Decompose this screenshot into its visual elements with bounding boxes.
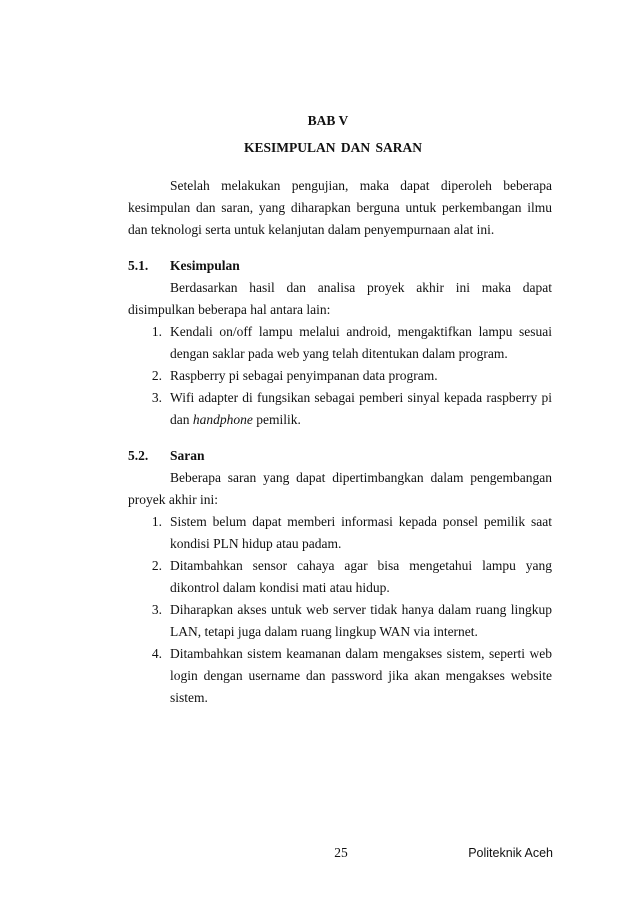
list-item-number: 2. bbox=[151, 558, 162, 573]
list-item-text: Raspberry pi sebagai penyimpanan data program. bbox=[170, 368, 438, 383]
list-item-text-after: pemilik. bbox=[252, 412, 301, 427]
list-item-text: Sistem belum dapat memberi informasi kepada ponsel pemilik saat kondisi PLN hidup atau padam. bbox=[170, 514, 552, 551]
list-item bbox=[128, 599, 552, 643]
list-item-number: 3. bbox=[151, 390, 162, 405]
list-item bbox=[128, 555, 552, 599]
list-item-number: 1. bbox=[151, 324, 162, 339]
section-number: 5.2. bbox=[128, 448, 149, 463]
list-item-text bbox=[170, 387, 552, 431]
document-body bbox=[128, 175, 552, 709]
chapter-title: KESIMPULAN DAN SARAN bbox=[243, 140, 422, 155]
list-item-text-before: Wifi adapter di fungsikan sebagai pemberi sinyal kepada raspberry pi dan bbox=[170, 390, 552, 427]
list-item-number: 4. bbox=[151, 646, 162, 661]
list-item-text: Diharapkan akses untuk web server tidak hanya dalam ruang lingkup LAN, tetapi juga dalam ruang lingkup WAN via internet. bbox=[170, 602, 552, 639]
section-kesimpulan bbox=[128, 255, 552, 431]
conclusion-list bbox=[128, 321, 552, 431]
suggestion-list bbox=[128, 511, 552, 709]
list-item bbox=[128, 511, 552, 555]
section-heading bbox=[128, 255, 552, 277]
list-item-text: Ditambahkan sistem keamanan dalam mengakses sistem, seperti web login dengan username dan password jika akan mengakses website sistem. bbox=[170, 646, 552, 705]
section-paragraph: Beberapa saran yang dapat dipertimbangkan dalam pengembangan proyek akhir ini: bbox=[128, 470, 552, 507]
list-item bbox=[128, 387, 552, 431]
section-number: 5.1. bbox=[128, 258, 149, 273]
page-number: 25 bbox=[334, 845, 348, 860]
list-item-text: Kendali on/off lampu melalui android, mengaktifkan lampu sesuai dengan saklar pada web yang telah ditentukan dalam program. bbox=[170, 324, 552, 361]
list-item bbox=[128, 365, 552, 387]
footer-institution: Politeknik Aceh bbox=[468, 846, 553, 860]
list-item-text-italic: handphone bbox=[192, 412, 253, 427]
section-title: Kesimpulan bbox=[170, 258, 240, 273]
section-saran bbox=[128, 445, 552, 709]
intro-paragraph: Setelah melakukan pengujian, maka dapat diperoleh beberapa kesimpulan dan saran, yang diharapkan berguna untuk perkembangan ilmu dan teknologi serta untuk kelanjutan dalam penyempurnaan alat ini. bbox=[128, 178, 552, 237]
section-title: Saran bbox=[170, 448, 205, 463]
list-item-number: 1. bbox=[151, 514, 162, 529]
list-item-text: Ditambahkan sensor cahaya agar bisa mengetahui lampu yang dikontrol dalam kondisi mati atau hidup. bbox=[170, 558, 552, 595]
list-item bbox=[128, 321, 552, 365]
chapter-number: BAB V bbox=[307, 113, 349, 128]
section-paragraph: Berdasarkan hasil dan analisa proyek akhir ini maka dapat disimpulkan beberapa hal antara lain: bbox=[128, 280, 552, 317]
list-item bbox=[128, 643, 552, 709]
section-heading bbox=[128, 445, 552, 467]
list-item-number: 2. bbox=[151, 368, 162, 383]
list-item-number: 3. bbox=[151, 602, 162, 617]
